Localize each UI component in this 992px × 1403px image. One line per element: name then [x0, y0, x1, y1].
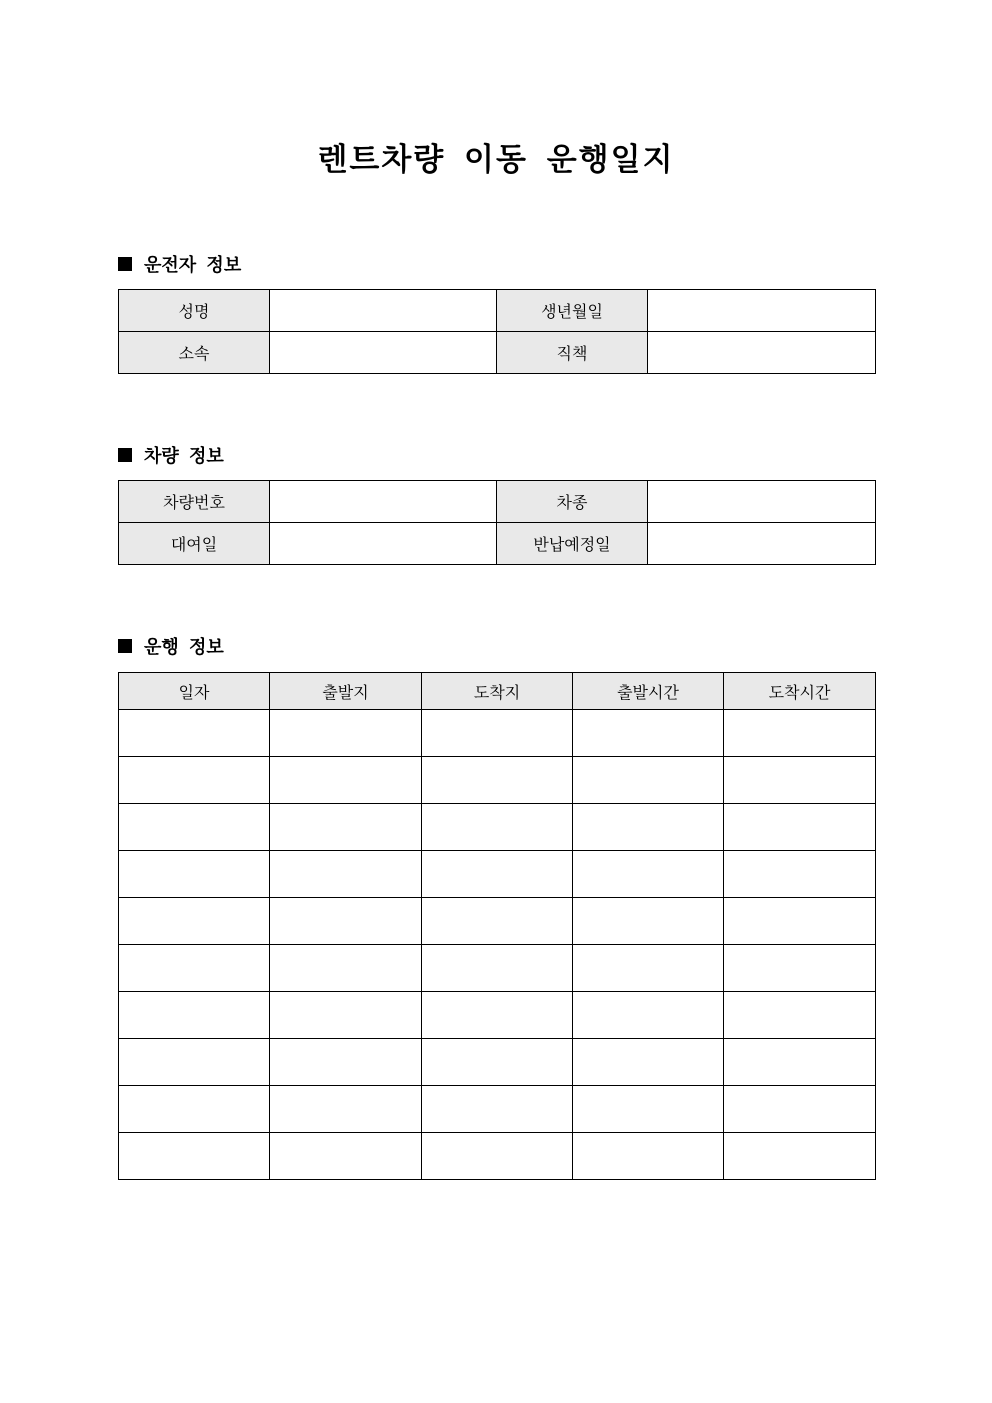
- departure-cell[interactable]: [270, 992, 422, 1039]
- birthdate-label: 생년월일: [497, 290, 648, 332]
- square-bullet-icon: [118, 257, 132, 271]
- affiliation-field[interactable]: [270, 332, 497, 374]
- departure-time-cell[interactable]: [573, 1039, 724, 1086]
- table-row: [119, 332, 876, 374]
- destination-cell[interactable]: [422, 851, 573, 898]
- departure-cell[interactable]: [270, 1039, 422, 1086]
- departure-time-cell[interactable]: [573, 804, 724, 851]
- operation-info-heading-label: 운행 정보: [144, 637, 224, 658]
- destination-cell[interactable]: [422, 710, 573, 757]
- table-row: [119, 1086, 876, 1133]
- departure-cell[interactable]: [270, 710, 422, 757]
- driver-info-table: [118, 289, 876, 374]
- rental-date-label: 대여일: [119, 523, 270, 565]
- date-cell[interactable]: [119, 992, 270, 1039]
- page-title: 렌트차량 이동 운행일지: [317, 142, 675, 178]
- arrival-time-cell[interactable]: [724, 757, 876, 804]
- departure-cell[interactable]: [270, 1133, 422, 1180]
- date-cell[interactable]: [119, 851, 270, 898]
- vehicle-info-table: [118, 480, 876, 565]
- column-header-departure-time: 출발시간: [573, 673, 724, 710]
- arrival-time-cell[interactable]: [724, 1133, 876, 1180]
- table-row: [119, 804, 876, 851]
- column-header-destination: 도착지: [422, 673, 573, 710]
- date-cell[interactable]: [119, 898, 270, 945]
- operation-info-heading: [118, 633, 224, 659]
- vehicle-info-heading-label: 차량 정보: [144, 446, 224, 467]
- destination-cell[interactable]: [422, 945, 573, 992]
- table-row: [119, 992, 876, 1039]
- departure-time-cell[interactable]: [573, 1133, 724, 1180]
- name-field[interactable]: [270, 290, 497, 332]
- return-date-field[interactable]: [648, 523, 876, 565]
- rental-date-field[interactable]: [270, 523, 497, 565]
- table-row: [119, 1039, 876, 1086]
- date-cell[interactable]: [119, 945, 270, 992]
- table-row: [119, 898, 876, 945]
- departure-cell[interactable]: [270, 757, 422, 804]
- departure-cell[interactable]: [270, 945, 422, 992]
- departure-time-cell[interactable]: [573, 757, 724, 804]
- departure-cell[interactable]: [270, 1086, 422, 1133]
- date-cell[interactable]: [119, 710, 270, 757]
- table-row: [119, 1133, 876, 1180]
- arrival-time-cell[interactable]: [724, 1086, 876, 1133]
- birthdate-field[interactable]: [648, 290, 876, 332]
- destination-cell[interactable]: [422, 1039, 573, 1086]
- vehicle-info-heading: [118, 442, 224, 468]
- vehicle-type-field[interactable]: [648, 481, 876, 523]
- table-header-row: [119, 673, 876, 710]
- position-label: 직책: [497, 332, 648, 374]
- table-row: [119, 710, 876, 757]
- vehicle-number-label: 차량번호: [119, 481, 270, 523]
- destination-cell[interactable]: [422, 1086, 573, 1133]
- date-cell[interactable]: [119, 804, 270, 851]
- arrival-time-cell[interactable]: [724, 1039, 876, 1086]
- departure-time-cell[interactable]: [573, 945, 724, 992]
- name-label: 성명: [119, 290, 270, 332]
- date-cell[interactable]: [119, 1086, 270, 1133]
- departure-time-cell[interactable]: [573, 851, 724, 898]
- departure-time-cell[interactable]: [573, 710, 724, 757]
- destination-cell[interactable]: [422, 757, 573, 804]
- table-row: [119, 290, 876, 332]
- departure-time-cell[interactable]: [573, 992, 724, 1039]
- arrival-time-cell[interactable]: [724, 804, 876, 851]
- vehicle-number-field[interactable]: [270, 481, 497, 523]
- square-bullet-icon: [118, 448, 132, 462]
- position-field[interactable]: [648, 332, 876, 374]
- table-row: [119, 523, 876, 565]
- departure-time-cell[interactable]: [573, 898, 724, 945]
- table-row: [119, 851, 876, 898]
- driver-info-heading-label: 운전자 정보: [144, 255, 242, 276]
- operation-log-table: [118, 672, 876, 1180]
- column-header-departure: 출발지: [270, 673, 422, 710]
- departure-time-cell[interactable]: [573, 1086, 724, 1133]
- arrival-time-cell[interactable]: [724, 851, 876, 898]
- destination-cell[interactable]: [422, 898, 573, 945]
- destination-cell[interactable]: [422, 1133, 573, 1180]
- column-header-arrival-time: 도착시간: [724, 673, 876, 710]
- driver-info-heading: [118, 251, 241, 277]
- departure-cell[interactable]: [270, 804, 422, 851]
- square-bullet-icon: [118, 639, 132, 653]
- return-date-label: 반납예정일: [497, 523, 648, 565]
- date-cell[interactable]: [119, 1039, 270, 1086]
- destination-cell[interactable]: [422, 804, 573, 851]
- arrival-time-cell[interactable]: [724, 945, 876, 992]
- table-row: [119, 757, 876, 804]
- table-row: [119, 481, 876, 523]
- arrival-time-cell[interactable]: [724, 898, 876, 945]
- departure-cell[interactable]: [270, 898, 422, 945]
- date-cell[interactable]: [119, 757, 270, 804]
- destination-cell[interactable]: [422, 992, 573, 1039]
- arrival-time-cell[interactable]: [724, 992, 876, 1039]
- vehicle-type-label: 차종: [497, 481, 648, 523]
- departure-cell[interactable]: [270, 851, 422, 898]
- arrival-time-cell[interactable]: [724, 710, 876, 757]
- affiliation-label: 소속: [119, 332, 270, 374]
- table-row: [119, 945, 876, 992]
- date-cell[interactable]: [119, 1133, 270, 1180]
- column-header-date: 일자: [119, 673, 270, 710]
